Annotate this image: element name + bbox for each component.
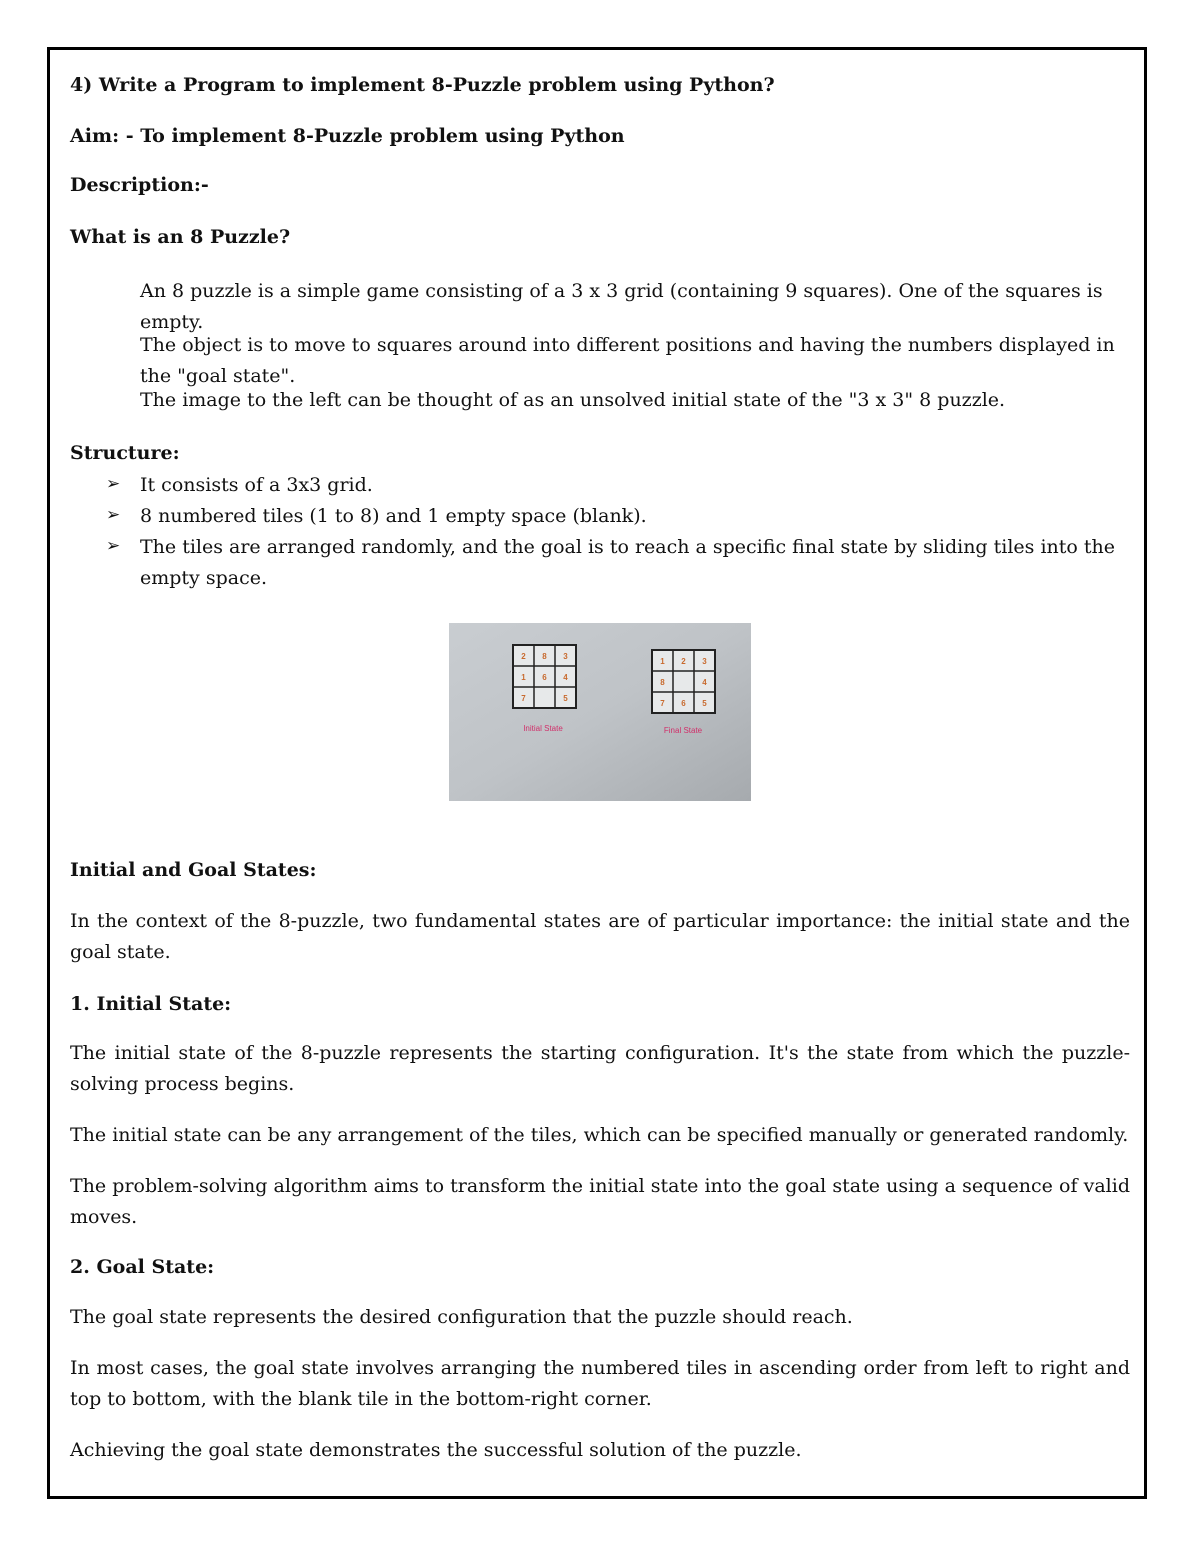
final-tile: 6 — [681, 699, 686, 708]
final-tile: 1 — [660, 657, 665, 666]
initial-tile: 7 — [521, 694, 526, 703]
intro-line-1: An 8 puzzle is a simple game consisting of a 3 x 3 grid (containing 9 squares). One of the squares is empty. — [140, 280, 1103, 333]
structure-item-1: It consists of a 3x3 grid. — [140, 474, 373, 496]
goal-state-heading: 2. Goal State: — [70, 1256, 215, 1278]
final-tile: 2 — [681, 657, 686, 666]
final-tile: 5 — [702, 699, 707, 708]
final-tile: 8 — [660, 678, 665, 687]
initial-state-label: Initial State — [523, 724, 563, 733]
structure-heading: Structure: — [70, 442, 180, 464]
final-state-grid — [652, 650, 715, 713]
initial-tile: 6 — [542, 673, 547, 682]
final-state-label: Final State — [663, 726, 703, 735]
what-is-heading: What is an 8 Puzzle? — [70, 226, 291, 248]
initial-state-grid — [513, 645, 576, 708]
initial-tile: 5 — [563, 694, 568, 703]
question-title: 4) Write a Program to implement 8-Puzzle problem using Python? — [70, 74, 775, 96]
states-heading: Initial and Goal States: — [70, 859, 317, 881]
puzzle-states-photo — [449, 623, 751, 801]
goal-para-3: Achieving the goal state demonstrates the successful solution of the puzzle. — [70, 1439, 802, 1461]
bullet-icon: ➢ — [106, 536, 121, 556]
initial-para-2: The initial state can be any arrangement of the tiles, which can be specified manually or generated randomly. — [70, 1124, 1129, 1146]
initial-tile: 2 — [521, 652, 526, 661]
final-tile: 3 — [702, 657, 707, 666]
final-tile: 7 — [660, 699, 665, 708]
bullet-icon: ➢ — [106, 505, 121, 525]
intro-line-2: The object is to move to squares around into different positions and having the numbers displayed in the "goal state". — [140, 334, 1115, 387]
initial-para-1: The initial state of the 8-puzzle represents the starting configuration. It's the state from which the puzzle-solving process begins. — [70, 1042, 1130, 1095]
initial-tile: 8 — [542, 652, 547, 661]
initial-para-3: The problem-solving algorithm aims to transform the initial state into the goal state using a sequence of valid moves. — [70, 1175, 1130, 1228]
initial-tile: 3 — [563, 652, 568, 661]
states-intro: In the context of the 8-puzzle, two fundamental states are of particular importance: the initial state and the goal state. — [70, 910, 1130, 963]
final-tile: 4 — [702, 678, 707, 687]
initial-tile: 4 — [563, 673, 568, 682]
goal-para-2: In most cases, the goal state involves arranging the numbered tiles in ascending order from left to right and top to bottom, with the blank tile in the bottom-right corner. — [70, 1357, 1130, 1410]
description-heading: Description:- — [70, 174, 209, 196]
aim-line: Aim: - To implement 8-Puzzle problem using Python — [70, 125, 625, 147]
initial-state-heading: 1. Initial State: — [70, 993, 232, 1015]
initial-tile: 1 — [521, 673, 526, 682]
goal-para-1: The goal state represents the desired configuration that the puzzle should reach. — [70, 1306, 853, 1328]
intro-line-3: The image to the left can be thought of as an unsolved initial state of the "3 x 3" 8 puzzle. — [140, 389, 1006, 411]
bullet-icon: ➢ — [106, 474, 121, 494]
structure-item-3: The tiles are arranged randomly, and the goal is to reach a specific final state by sliding tiles into the empty space. — [140, 536, 1115, 589]
structure-item-2: 8 numbered tiles (1 to 8) and 1 empty space (blank). — [140, 505, 647, 527]
